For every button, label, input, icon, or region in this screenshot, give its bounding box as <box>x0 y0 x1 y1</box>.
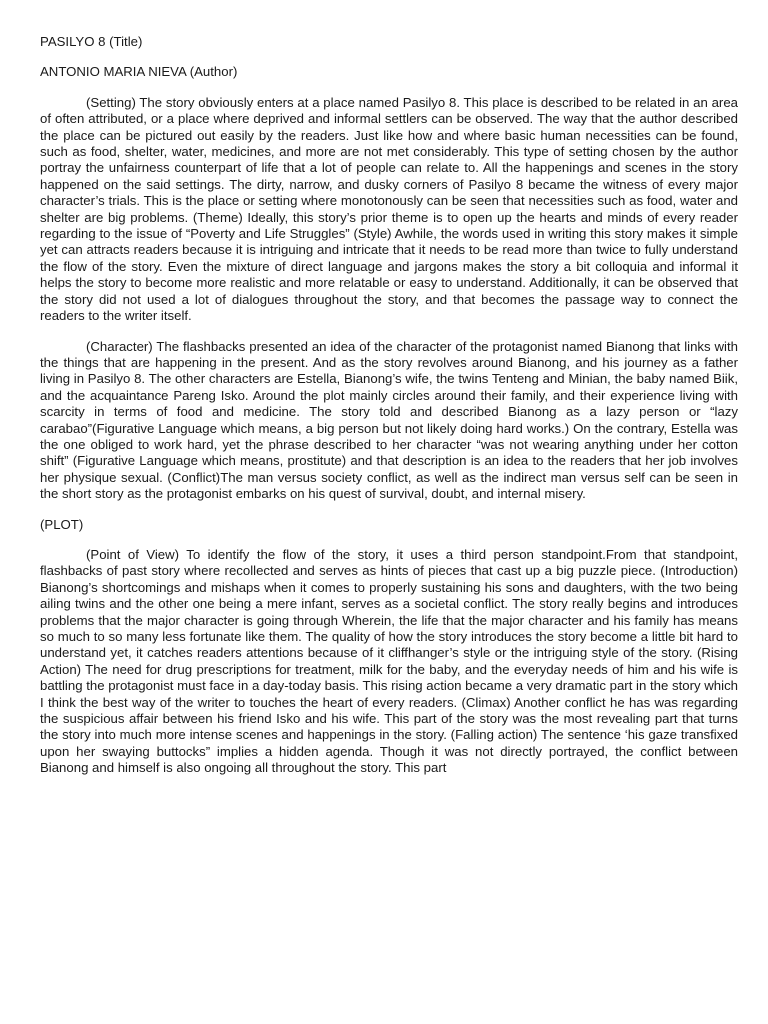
setting-paragraph: (Setting) The story obviously enters at a place named Pasilyo 8. This place is described to be related in an area of often attributed, or a place where deprived and informal settlers can be observed. The way that the author described the place can be pictured out easily by the readers. Just like how and where basic human necessities can be found, such as food, shelter, water, medicines, and more are not met considerably. This type of setting chosen by the author portray the unfairness counterpart of life that a lot of people can relate to. All the happenings and scenes in the story happened on the said settings. The dirty, narrow, and dusky corners of Pasilyo 8 became the witness of every major character’s trials. This is the place or setting where monotonously can be seen that necessities such as food, water and shelter are big problems. (Theme) Ideally, this story’s prior theme is to open up the hearts and minds of every reader regarding to the issue of “Poverty and Life Struggles” (Style) Awhile, the words used in writing this story makes it simple yet can attracts readers because it is intriguing and intricate that it needs to be read more than twice to fully understand the flow of the story. Even the mixture of direct language and jargons makes the story a bit colloquia and informal it helps the story to become more realistic and more relatable or easy to understand. Additionally, it can be observed that the story did not used a lot of dialogues throughout the story, and that becomes the passage way to connect the readers to the writer itself. <box>40 94 738 324</box>
title-line: PASILYO 8 (Title) <box>40 34 143 49</box>
character-paragraph: (Character) The flashbacks presented an idea of the character of the protagonist named Bianong that links with the things that are happening in the present. And as the story revolves around Bianong, and his journey as a father living in Pasilyo 8. The other characters are Estella, Bianong’s wife, the twins Tenteng and Minian, the baby named Biik, and the acquaintance Pareng Isko. Around the plot mainly circles around their family, and their experience living with scarcity in terms of food and medicine. The story told and described Bianong as a lazy person or “lazy carabao”(Figurative Language which means, a big person but not likely doing hard works.) On the contrary, Estella was the one obliged to work hard, yet the phrase described to her character “was not wearing anything under her cotton shift” (Figurative Language which means, prostitute) and that description is an idea to the readers that her job involves her physique sexual. (Conflict)The man versus society conflict, as well as the indirect man versus self can be seen in the short story as the protagonist embarks on his quest of survival, doubt, and internal misery. <box>40 338 738 502</box>
plot-label: (PLOT) <box>40 516 84 532</box>
author-line: ANTONIO MARIA NIEVA (Author) <box>40 64 238 80</box>
plot-paragraph: (Point of View) To identify the flow of the story, it uses a third person standpoint.From that standpoint, flashbacks of past story where recollected and serves as hints of pieces that cast up a big puzzle piece. (Introduction) Bianong’s shortcomings and mishaps when it comes to properly sustaining his sons and daughters, with the two being ailing twins and the other one being a mere infant, serves as a societal conflict. The story really begins and introduces problems that the major character is going through Wherein, the life that the major character and his family has means so much to so many less fortunate like them. The quality of how the story introduces the story become a little bit hard to understand yet, it catches readers attentions because of it cliffhanger’s style or the intriguing style of the story. (Rising Action) The need for drug prescriptions for treatment, milk for the baby, and the everyday needs of him and his wife is battling the protagonist must face in a day-today basis. This rising action became a very dramatic part in the story which I think the best way of the writer to touches the heart of every readers. (Climax) Another conflict he has was regarding the suspicious affair between his friend Isko and his wife. This part of the story was the most revealing part that turns the story into much more intense scenes and happenings in the story. (Falling action) The sentence ‘his gaze transfixed upon her swaying buttocks” implies a hidden agenda. Though it was not directly portrayed, the conflict between Bianong and himself is also ongoing all throughout the story. This part <box>40 546 738 776</box>
